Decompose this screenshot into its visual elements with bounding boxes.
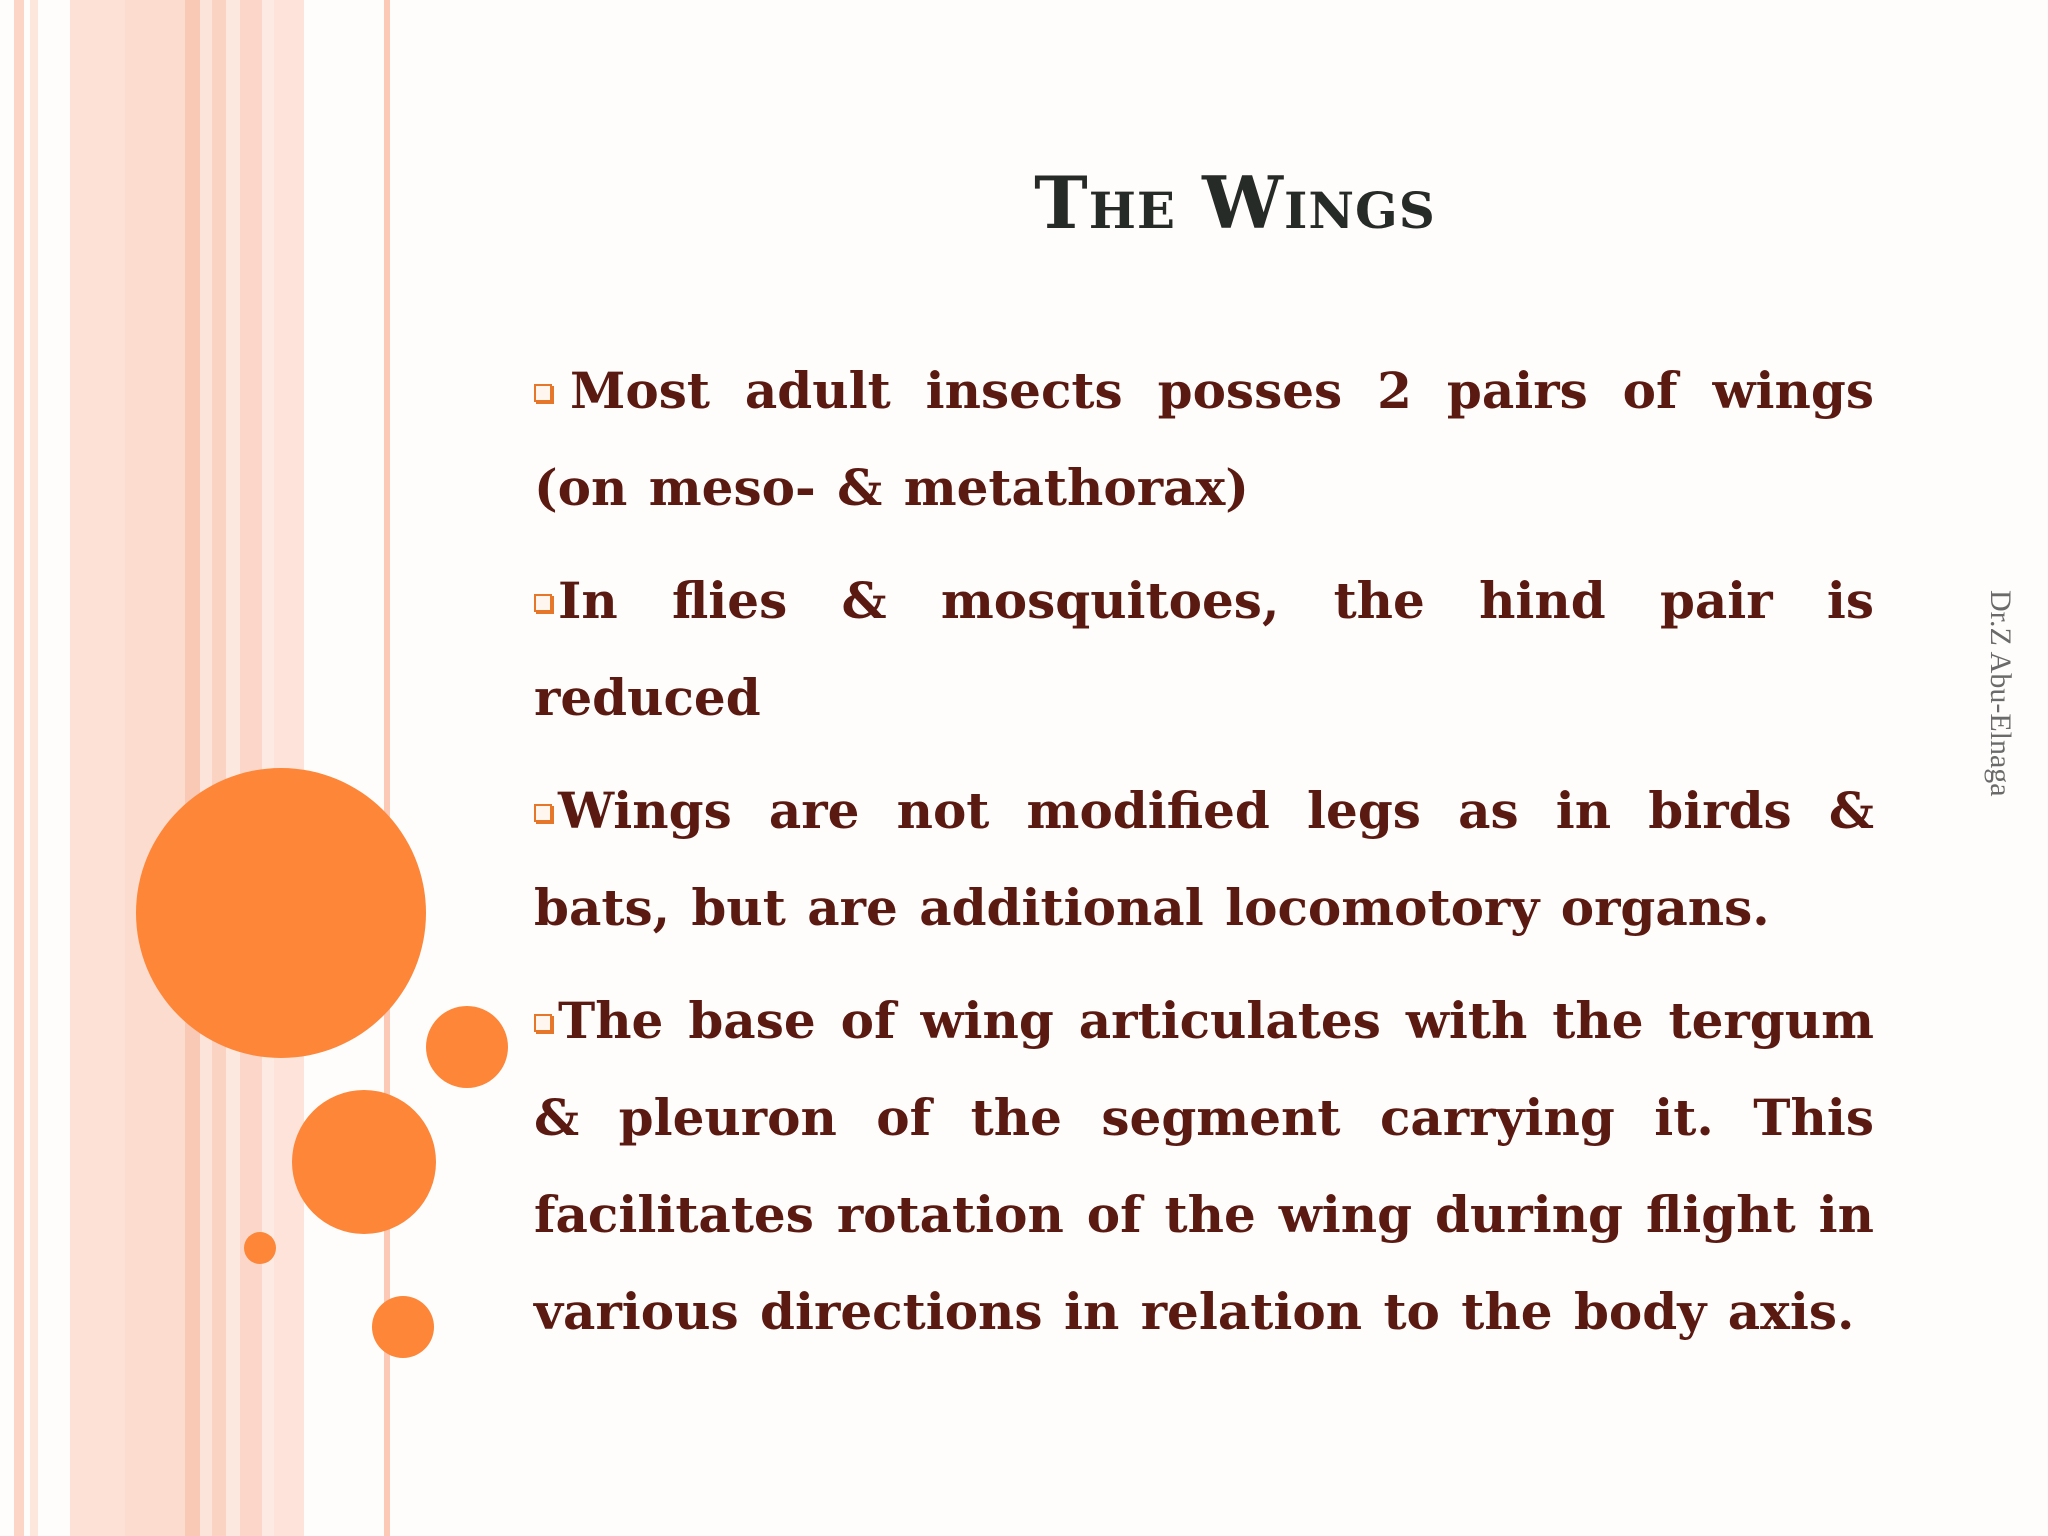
stripe bbox=[200, 0, 212, 1536]
stripe bbox=[70, 0, 125, 1536]
author-label-vertical bbox=[1980, 590, 2020, 870]
bullet-item bbox=[534, 342, 1874, 536]
stripe bbox=[226, 0, 240, 1536]
hollow-square-bullet-icon bbox=[534, 804, 552, 822]
bullet-text: In flies & mosquitoes, the hind pair is reduced bbox=[534, 571, 1874, 727]
slide-title: The Wings bbox=[1034, 160, 1436, 245]
hollow-square-bullet-icon bbox=[534, 384, 552, 402]
bullet-item bbox=[534, 552, 1874, 746]
bullet-item bbox=[534, 762, 1874, 956]
slide-content bbox=[534, 342, 1874, 1376]
author-name: Dr.Z Abu-Elnaga bbox=[1984, 590, 2017, 797]
decorative-circle-medium bbox=[426, 1006, 508, 1088]
bullet-item bbox=[534, 972, 1874, 1360]
stripe bbox=[125, 0, 185, 1536]
stripe bbox=[185, 0, 200, 1536]
hollow-square-bullet-icon bbox=[534, 594, 552, 612]
bullet-text: The base of wing articulates with the tergum & pleuron of the segment carrying it. This facilitates rotation of the wing during flight in various directions in relation to the body axis. bbox=[534, 991, 1874, 1341]
decorative-circle-tiny bbox=[244, 1232, 276, 1264]
stripe bbox=[14, 0, 24, 1536]
stripe bbox=[240, 0, 262, 1536]
hollow-square-bullet-icon bbox=[534, 1014, 552, 1032]
stripe bbox=[212, 0, 226, 1536]
bullet-text: Wings are not modified legs as in birds & bats, but are additional locomotory organs. bbox=[534, 781, 1874, 937]
decorative-circle-large bbox=[136, 768, 426, 1058]
bullet-text: Most adult insects posses 2 pairs of wings (on meso- & metathorax) bbox=[534, 361, 1874, 517]
decorative-stripes bbox=[0, 0, 400, 1536]
stripe bbox=[30, 0, 38, 1536]
decorative-circle-medium bbox=[292, 1090, 436, 1234]
decorative-circle-small bbox=[372, 1296, 434, 1358]
